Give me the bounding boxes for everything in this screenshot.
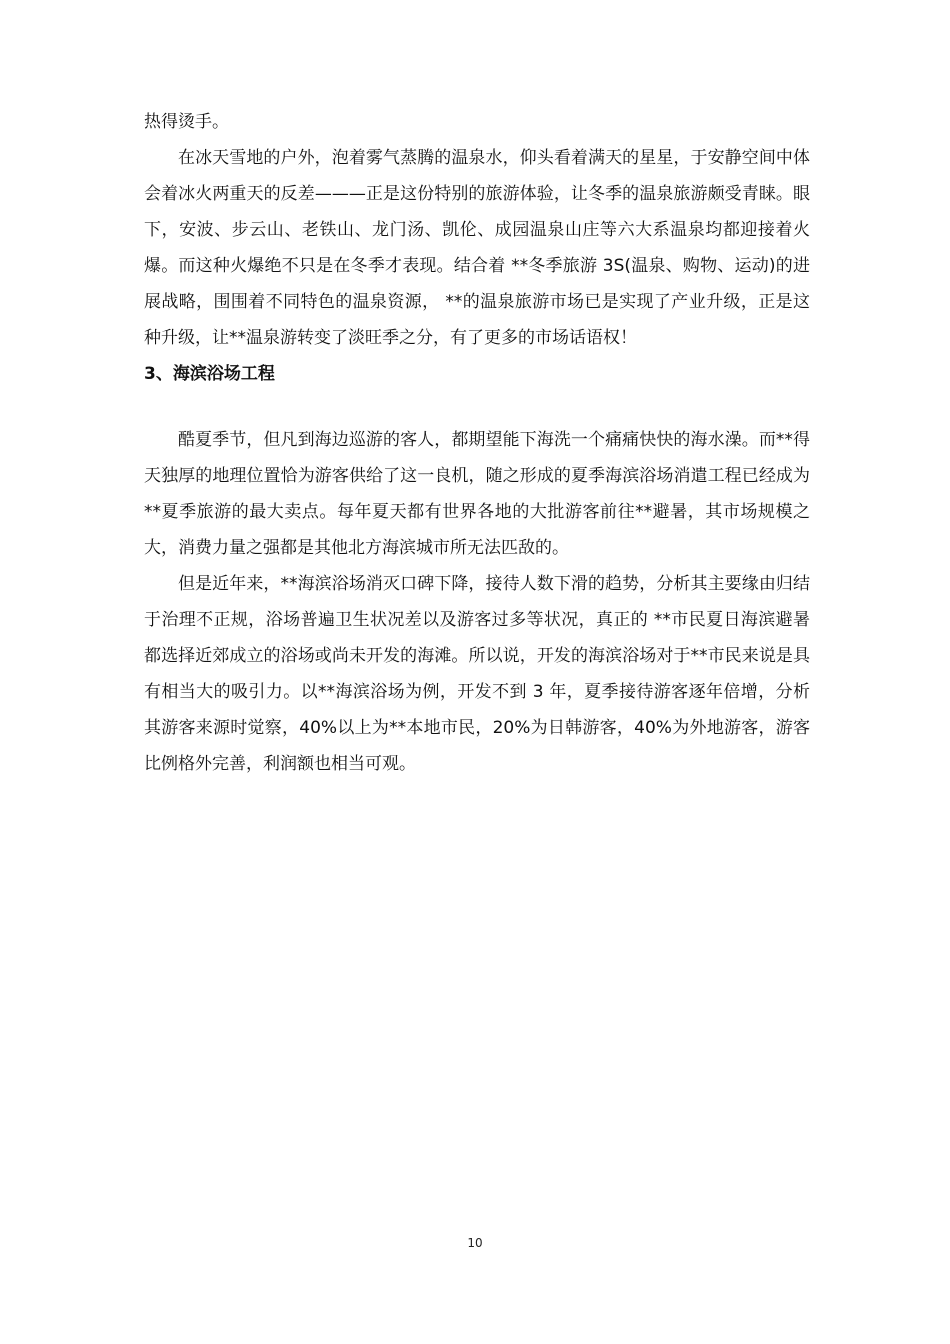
paragraph-hot-spring: 在冰天雪地的户外，泡着雾气蒸腾的温泉水，仰头看着满天的星星，于安静空间中体会着冰火两重天的反差———正是这份特别的旅游体验，让冬季的温泉旅游颇受青睐。眼下，安波、步云山、老铁山、龙门汤、凯伦、成园温泉山庄等六大系温泉均都迎接着火爆。而这种火爆绝不只是在冬季才表现。结合着 **冬季旅游 3S(温泉、购物、运动)的进展战略，围围着不同特色的温泉资源， **的温泉旅游市场已是实现了产业升级，正是这种升级，让**温泉游转变了淡旺季之分，有了更多的市场话语权！ [144,148,810,348]
page-number: 10 [467,1236,483,1250]
paragraph-beach-analysis: 但是近年来，**海滨浴场消灭口碑下降，接待人数下滑的趋势，分析其主要缘由归结于治理不正规，浴场普遍卫生状况差以及游客过多等状况，真正的 **市民夏日海滨避暑都选择近郊成立的浴场或尚未开发的海滩。所以说，开发的海滨浴场对于**市民来说是具有相当大的吸引力。以**海滨浴场为例，开发不到 3 年，夏季接待游客逐年倍增，分析其游客来源时觉察，40%以上为**本地市民，20%为日韩游客，40%为外地游客，游客比例格外完善，利润额也相当可观。 [144,574,810,774]
section-heading-beach: 3、海滨浴场工程 [144,364,275,384]
paragraph-beach-intro: 酷夏季节，但凡到海边巡游的客人，都期望能下海洗一个痛痛快快的海水澡。而**得天独厚的地理位置恰为游客供给了这一良机，随之形成的夏季海滨浴场消遣工程已经成为**夏季旅游的最大卖点。每年夏天都有世界各地的大批游客前往**避暑，其市场规模之大，消费力量之强都是其他北方海滨城市所无法匹敌的。 [144,430,810,558]
document-body [144,104,810,782]
paragraph-continuation: 热得烫手。 [144,112,229,132]
